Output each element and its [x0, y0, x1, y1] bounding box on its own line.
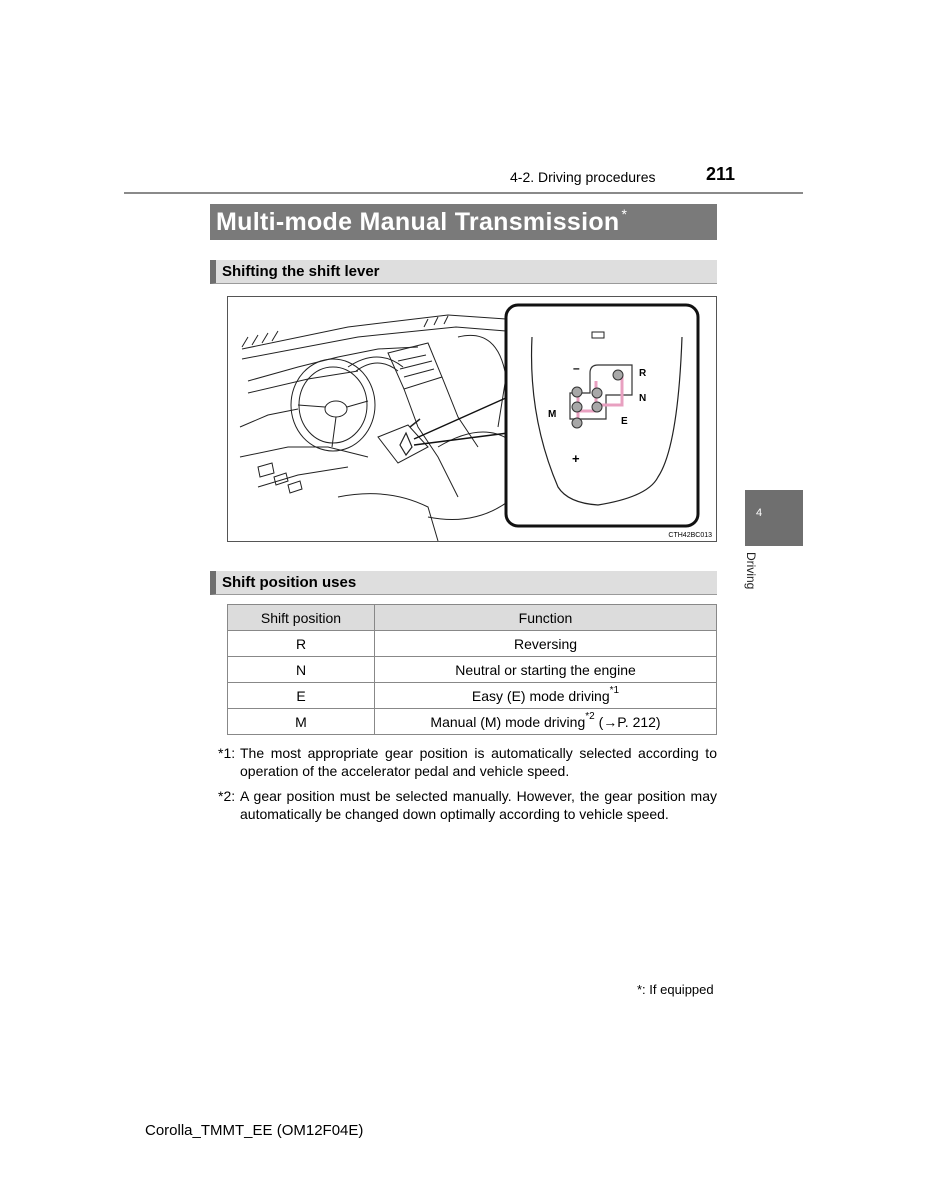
- shift-position-cell: M: [228, 709, 375, 735]
- gate-label-n: N: [639, 393, 647, 404]
- uses-heading: Shift position uses: [210, 571, 717, 595]
- footnote-mark: *1:: [218, 745, 236, 761]
- column-header: Function: [375, 605, 717, 631]
- footnote-text: The most appropriate gear position is automatically selected according to operation of the accelerator pedal and vehicle speed.: [240, 745, 717, 779]
- shift-position-cell: N: [228, 657, 375, 683]
- if-equipped-note: *: If equipped: [637, 982, 714, 997]
- footnote-text: A gear position must be selected manually. However, the gear position may automatically be changed down optimally according to vehicle speed.: [240, 788, 717, 822]
- function-cell: [375, 709, 717, 735]
- function-cell: [375, 683, 717, 709]
- column-header: Shift position: [228, 605, 375, 631]
- function-text: Easy (E) mode driving: [471, 687, 610, 704]
- shift-position-cell: R: [228, 631, 375, 657]
- document-footer: Corolla_TMMT_EE (OM12F04E): [145, 1122, 364, 1139]
- table-header-row: [228, 605, 717, 631]
- footnote-mark: *2: [585, 710, 595, 722]
- chapter-number: 4: [756, 507, 763, 519]
- cabin-drawing: [228, 297, 716, 541]
- gate-label-r: R: [639, 368, 647, 379]
- page-number: 211: [706, 164, 736, 184]
- function-text: Manual (M) mode driving: [430, 713, 586, 730]
- gate-label-minus: –: [573, 361, 580, 375]
- gate-label-e: E: [621, 416, 628, 427]
- table-row: [228, 631, 717, 657]
- function-cell: Reversing: [375, 631, 717, 657]
- section-header: 4-2. Driving procedures: [510, 169, 656, 185]
- footnote-mark: *2:: [218, 788, 236, 804]
- gate-label-m: M: [548, 409, 557, 420]
- shift-position-table: [227, 604, 717, 735]
- table-row: [228, 683, 717, 709]
- gate-label-plus: +: [572, 451, 580, 466]
- chapter-label: Driving: [744, 552, 758, 590]
- figure-code: CTH42BC013: [668, 532, 712, 539]
- shifting-heading: Shifting the shift lever: [210, 260, 717, 284]
- page-reference: (→P. 212): [594, 713, 661, 730]
- chapter-tab: [745, 490, 803, 546]
- footnote: [218, 744, 717, 780]
- footnote-mark: *1: [609, 684, 620, 696]
- page-title: Multi-mode Manual Transmission: [216, 207, 620, 236]
- page-title-bar: [210, 204, 717, 240]
- table-row: [228, 657, 717, 683]
- if-equipped-mark: *: [621, 206, 627, 222]
- header-divider: [124, 192, 803, 194]
- shift-position-cell: E: [228, 683, 375, 709]
- table-row: [228, 709, 717, 735]
- shift-lever-illustration: [227, 296, 717, 542]
- function-cell: Neutral or starting the engine: [375, 657, 717, 683]
- footnote: [218, 787, 717, 823]
